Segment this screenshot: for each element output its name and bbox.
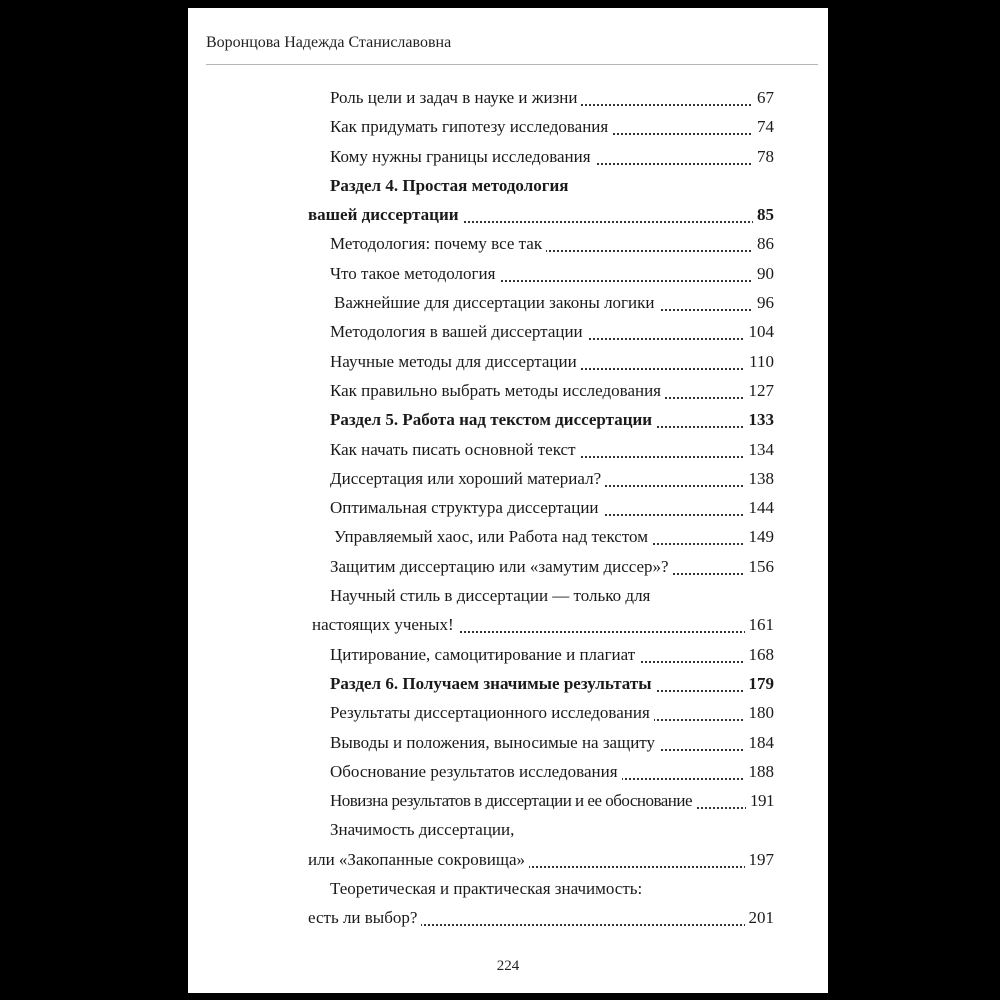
toc-entry-title: Результаты диссертационного исследования [330, 703, 654, 723]
toc-entry-page: 161 [745, 615, 775, 635]
toc-entry-title: Обоснование результатов исследования [330, 762, 622, 782]
toc-entry-page: 144 [745, 498, 775, 518]
toc-entry-page: 86 [753, 234, 774, 254]
toc-entry-title: Как правильно выбрать методы исследования [330, 381, 665, 401]
toc-entry-title: Значимость диссертации, [330, 820, 518, 840]
toc-entry-page: 188 [745, 762, 775, 782]
toc-entry [308, 905, 774, 934]
toc-entry-title: Что такое методология [330, 264, 499, 284]
toc-entry [330, 261, 774, 290]
toc-entry-title: вашей диссертации [308, 205, 463, 225]
header-divider [206, 64, 818, 65]
toc-entry-page: 127 [745, 381, 775, 401]
toc-entry-title: Как начать писать основной текст [330, 440, 580, 460]
toc-entry [330, 554, 774, 583]
toc-entry [312, 612, 774, 641]
toc-entry [330, 788, 774, 817]
toc-section-heading [308, 202, 774, 231]
toc-entry [330, 231, 774, 260]
toc-entry-page: 191 [746, 791, 774, 811]
toc-entry-page: 201 [745, 908, 775, 928]
toc-entry [330, 817, 774, 846]
toc-entry-title: настоящих ученых! [312, 615, 458, 635]
toc-entry [330, 642, 774, 671]
toc-entry-page: 90 [753, 264, 774, 284]
toc-entry-page: 110 [745, 352, 774, 372]
toc-entry-title: Новизна результатов в диссертации и ее обоснование [330, 791, 696, 811]
toc-entry [330, 583, 774, 612]
toc-entry-page: 133 [745, 410, 775, 430]
toc-entry [330, 466, 774, 495]
toc-entry [330, 876, 774, 905]
toc-entry-title: Как придумать гипотезу исследования [330, 117, 612, 137]
toc-entry-title: есть ли выбор? [308, 908, 421, 928]
toc-entry-title: Выводы и положения, выносимые на защиту [330, 733, 659, 753]
toc-entry-title: Оптимальная структура диссертации [330, 498, 603, 518]
toc-entry [330, 85, 774, 114]
toc-entry [330, 144, 774, 173]
toc-entry-title: Защитим диссертацию или «замутим диссер»? [330, 557, 673, 577]
toc-entry-page: 149 [745, 527, 775, 547]
toc-entry [330, 114, 774, 143]
toc-entry [330, 759, 774, 788]
toc-entry-page: 85 [753, 205, 774, 225]
page-number: 224 [496, 958, 520, 974]
toc-entry [330, 319, 774, 348]
toc-entry-page: 104 [745, 322, 775, 342]
toc-entry-title: или «Закопанные сокровища» [308, 850, 529, 870]
toc-entry [334, 290, 774, 319]
book-page [188, 8, 828, 993]
toc-entry-title: Роль цели и задач в науке и жизни [330, 88, 581, 108]
toc-entry [330, 495, 774, 524]
toc-entry-title: Методология: почему все так [330, 234, 546, 254]
toc-entry-title: Кому нужны границы исследования [330, 147, 595, 167]
toc-entry-title: Управляемый хаос, или Работа над текстом [334, 527, 652, 547]
toc-entry-page: 74 [753, 117, 774, 137]
toc-entry-page: 184 [745, 733, 775, 753]
toc-entry [330, 700, 774, 729]
toc-entry-page: 179 [745, 674, 775, 694]
toc-entry-page: 134 [745, 440, 775, 460]
toc-entry-page: 180 [745, 703, 775, 723]
toc-entry-title: Раздел 4. Простая методология [330, 176, 572, 196]
toc-entry [330, 730, 774, 759]
toc-entry-title: Раздел 6. Получаем значимые результаты [330, 674, 656, 694]
toc-entry [308, 847, 774, 876]
toc-section-heading [330, 671, 774, 700]
toc-entry-page: 156 [745, 557, 775, 577]
toc-entry [330, 378, 774, 407]
toc-entry-page: 78 [753, 147, 774, 167]
table-of-contents [188, 85, 828, 935]
toc-entry-page: 96 [753, 293, 774, 313]
toc-section-heading [330, 173, 774, 202]
toc-entry-title: Важнейшие для диссертации законы логики [334, 293, 659, 313]
toc-entry-title: Цитирование, самоцитирование и плагиат [330, 645, 639, 665]
toc-entry [330, 349, 774, 378]
toc-entry-title: Теоретическая и практическая значимость: [330, 879, 646, 899]
toc-entry-page: 168 [745, 645, 775, 665]
toc-entry-title: Раздел 5. Работа над текстом диссертации [330, 410, 656, 430]
running-head: Воронцова Надежда Станиславовна [206, 34, 452, 51]
toc-entry-title: Методология в вашей диссертации [330, 322, 587, 342]
toc-entry-title: Научные методы для диссертации [330, 352, 581, 372]
toc-entry [334, 524, 774, 553]
toc-entry-page: 138 [745, 469, 775, 489]
toc-entry-page: 67 [753, 88, 774, 108]
toc-entry-page: 197 [745, 850, 775, 870]
toc-entry-title: Диссертация или хороший материал? [330, 469, 605, 489]
toc-entry-title: Научный стиль в диссертации — только для [330, 586, 654, 606]
toc-section-heading [330, 407, 774, 436]
toc-entry [330, 437, 774, 466]
